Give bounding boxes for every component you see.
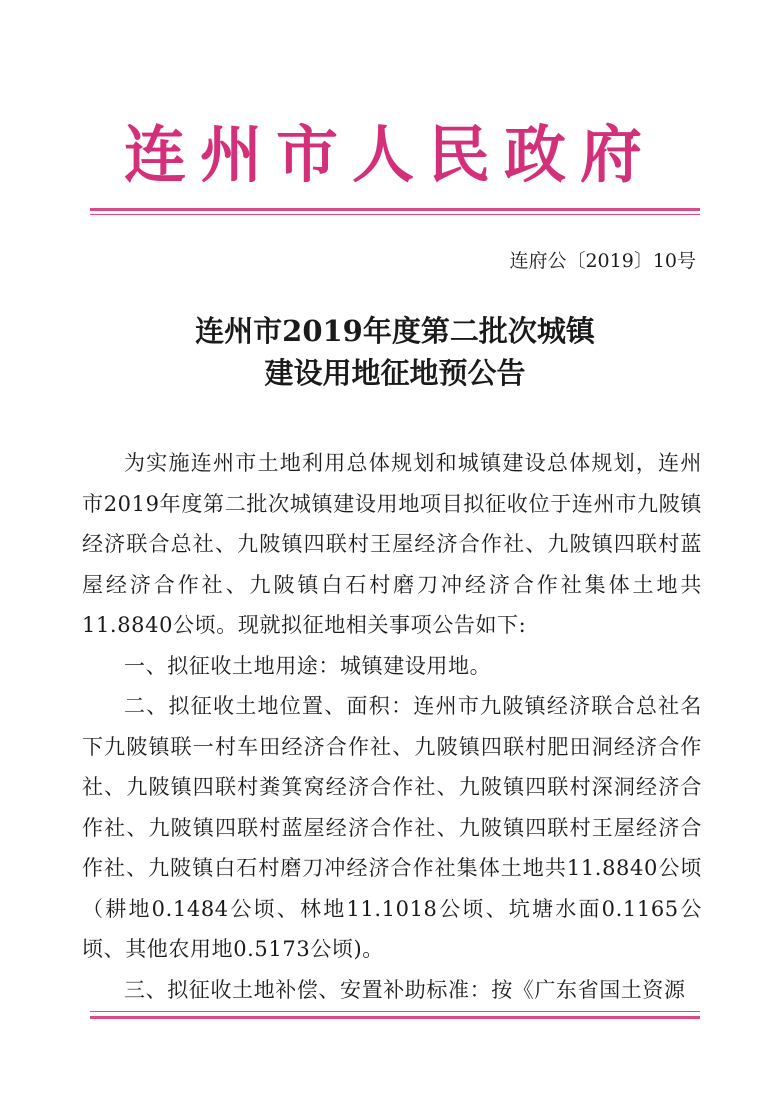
footer-divider-thick	[90, 1016, 700, 1019]
header-divider-thick	[90, 208, 700, 211]
footer-divider-thin	[90, 1011, 700, 1012]
item-3-compensation: 三、拟征收土地补偿、安置补助标准：按《广东省国土资源	[124, 977, 686, 1002]
body-text	[82, 443, 702, 1010]
header-divider-thin	[90, 214, 700, 215]
document-number: 连府公〔2019〕10号	[509, 250, 696, 272]
document-title	[90, 310, 700, 394]
item-1-land-use: 一、拟征收土地用途：城镇建设用地。	[124, 653, 492, 678]
document-title-line-1: 连州市2019年度第二批次城镇	[195, 314, 595, 348]
issuing-authority-header: 连州市人民政府	[123, 118, 656, 191]
item-2-location-area: 二、拟征收土地位置、面积：连州市九陂镇经济联合总社名下九陂镇联一村车田经济合作社、九陂镇四联村肥田洞经济合作社、九陂镇四联村粪箕窝经济合作社、九陂镇四联村深洞经济合作社、九陂镇四联村蓝屋经济合作社、九陂镇四联村王屋经济合作社、九陂镇白石村磨刀冲经济合作社集体土地共11.8840公顷（耕地0.1484公顷、林地11.1018公顷、坑塘水面0.1165公顷、其他农用地0.5173公顷)。	[82, 694, 702, 961]
document-title-line-2: 建设用地征地预公告	[264, 356, 526, 390]
intro-paragraph: 为实施连州市土地利用总体规划和城镇建设总体规划，连州市2019年度第二批次城镇建设用地项目拟征收位于连州市九陂镇经济联合总社、九陂镇四联村王屋经济合作社、九陂镇四联村蓝屋经济合作社、九陂镇白石村磨刀冲经济合作社集体土地共11.8840公顷。现就拟征地相关事项公告如下:	[82, 451, 702, 637]
